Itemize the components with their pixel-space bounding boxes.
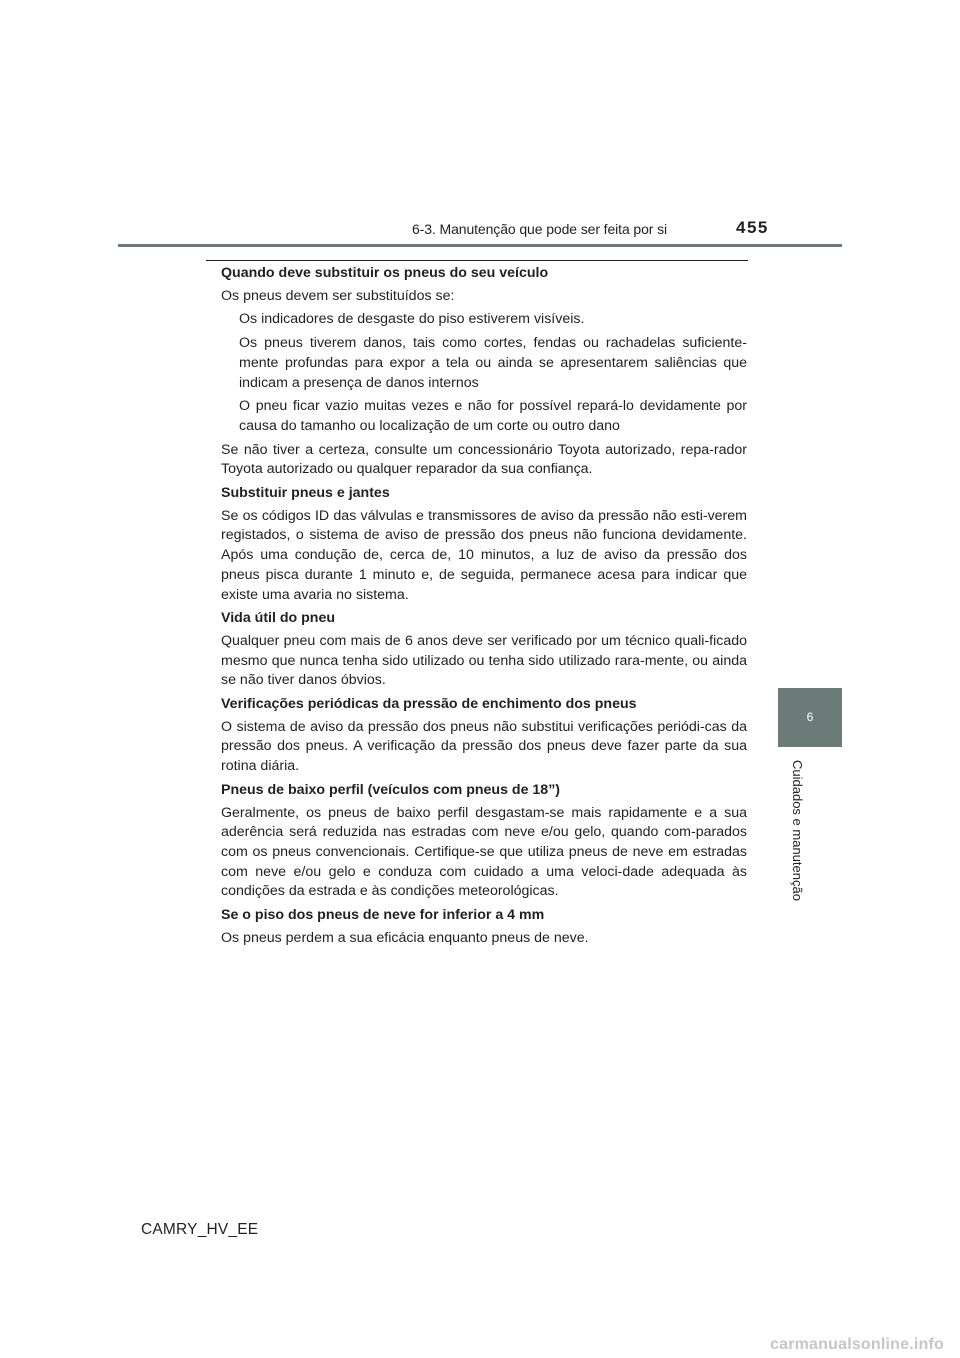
list-item: O pneu ficar vazio muitas vezes e não for possível repará-lo devidamente por causa do tamanho ou localização de um corte ou outro dano <box>239 398 747 434</box>
paragraph: Se os códigos ID das válvulas e transmissores de aviso da pressão não esti-verem registados, o sistema de aviso de pressão dos pneus não funciona devidamente. Após uma condução de, cerca de, 10 minutos, a luz de aviso da pressão dos pneus pisca durante 1 minuto e, de seguida, permanece acesa para indicar que existe uma avaria no sistema. <box>221 507 747 603</box>
paragraph: Os pneus perdem a sua eficácia enquanto pneus de neve. <box>221 929 589 946</box>
section-tire-lifespan <box>221 609 747 691</box>
section-title: Quando deve substituir os pneus do seu veículo <box>221 265 549 281</box>
section-low-profile-tires <box>221 781 747 902</box>
section-title: Verificações periódicas da pressão de enchimento dos pneus <box>221 696 637 713</box>
paragraph: Os pneus devem ser substituídos se: <box>221 287 455 304</box>
watermark: carmanualsonline.info <box>770 1336 945 1353</box>
list-item: Os indicadores de desgaste do piso estiverem visíveis. <box>239 311 585 328</box>
chapter-label: Cuidados e manutenção <box>790 760 805 901</box>
paragraph: Qualquer pneu com mais de 6 anos deve ser verificado por um técnico quali-ficado mesmo que nunca tenha sido utilizado ou tenha sido utilizado rara-mente, ou ainda se não tiver danos óbvios. <box>221 632 747 689</box>
section-title: Substituir pneus e jantes <box>221 485 390 502</box>
running-header-section: 6-3. Manutenção que pode ser feita por si <box>412 221 668 237</box>
section-replacing-tires-and-wheels <box>221 484 747 605</box>
section-title: Pneus de baixo perfil (veículos com pneus de 18”) <box>221 781 561 798</box>
section-periodic-pressure-checks <box>221 695 747 777</box>
section-snow-tire-tread <box>221 906 747 948</box>
chapter-number: 6 <box>806 710 814 724</box>
paragraph: Geralmente, os pneus de baixo perfil desgastam-se mais rapidamente e a sua aderência será reduzida nas estradas com neve e/ou gelo, quando com-parados com os pneus convencionais. Certifique-se que utiliza pneus de neve em estradas com neve e/ou gelo e conduza com cuidado a uma veloci-dade adequada às condições da estrada e às condições meteorológicas. <box>221 804 747 900</box>
header-rule <box>118 244 842 247</box>
content-top-rule <box>206 260 748 261</box>
chapter-tab <box>778 688 842 747</box>
page-content <box>221 264 747 953</box>
list-item: Os pneus tiverem danos, tais como cortes, fendas ou rachadelas suficiente-mente profundas para expor a tela ou ainda se apresentarem saliências que indicam a presença de danos internos <box>239 335 747 391</box>
section-when-to-replace-tires <box>221 264 747 480</box>
paragraph: Se não tiver a certeza, consulte um concessionário Toyota autorizado, repa-rador Toyota autorizado ou qualquer reparador da sua confiança. <box>221 441 747 478</box>
footer-document-code: CAMRY_HV_EE <box>141 1221 259 1238</box>
page-number: 455 <box>736 218 769 237</box>
section-title: Vida útil do pneu <box>221 610 336 627</box>
paragraph: O sistema de aviso da pressão dos pneus não substitui verificações periódi-cas da pressão dos pneus. A verificação da pressão dos pneus deve fazer parte da sua rotina diária. <box>221 718 747 775</box>
section-title: Se o piso dos pneus de neve for inferior a 4 mm <box>221 907 545 924</box>
